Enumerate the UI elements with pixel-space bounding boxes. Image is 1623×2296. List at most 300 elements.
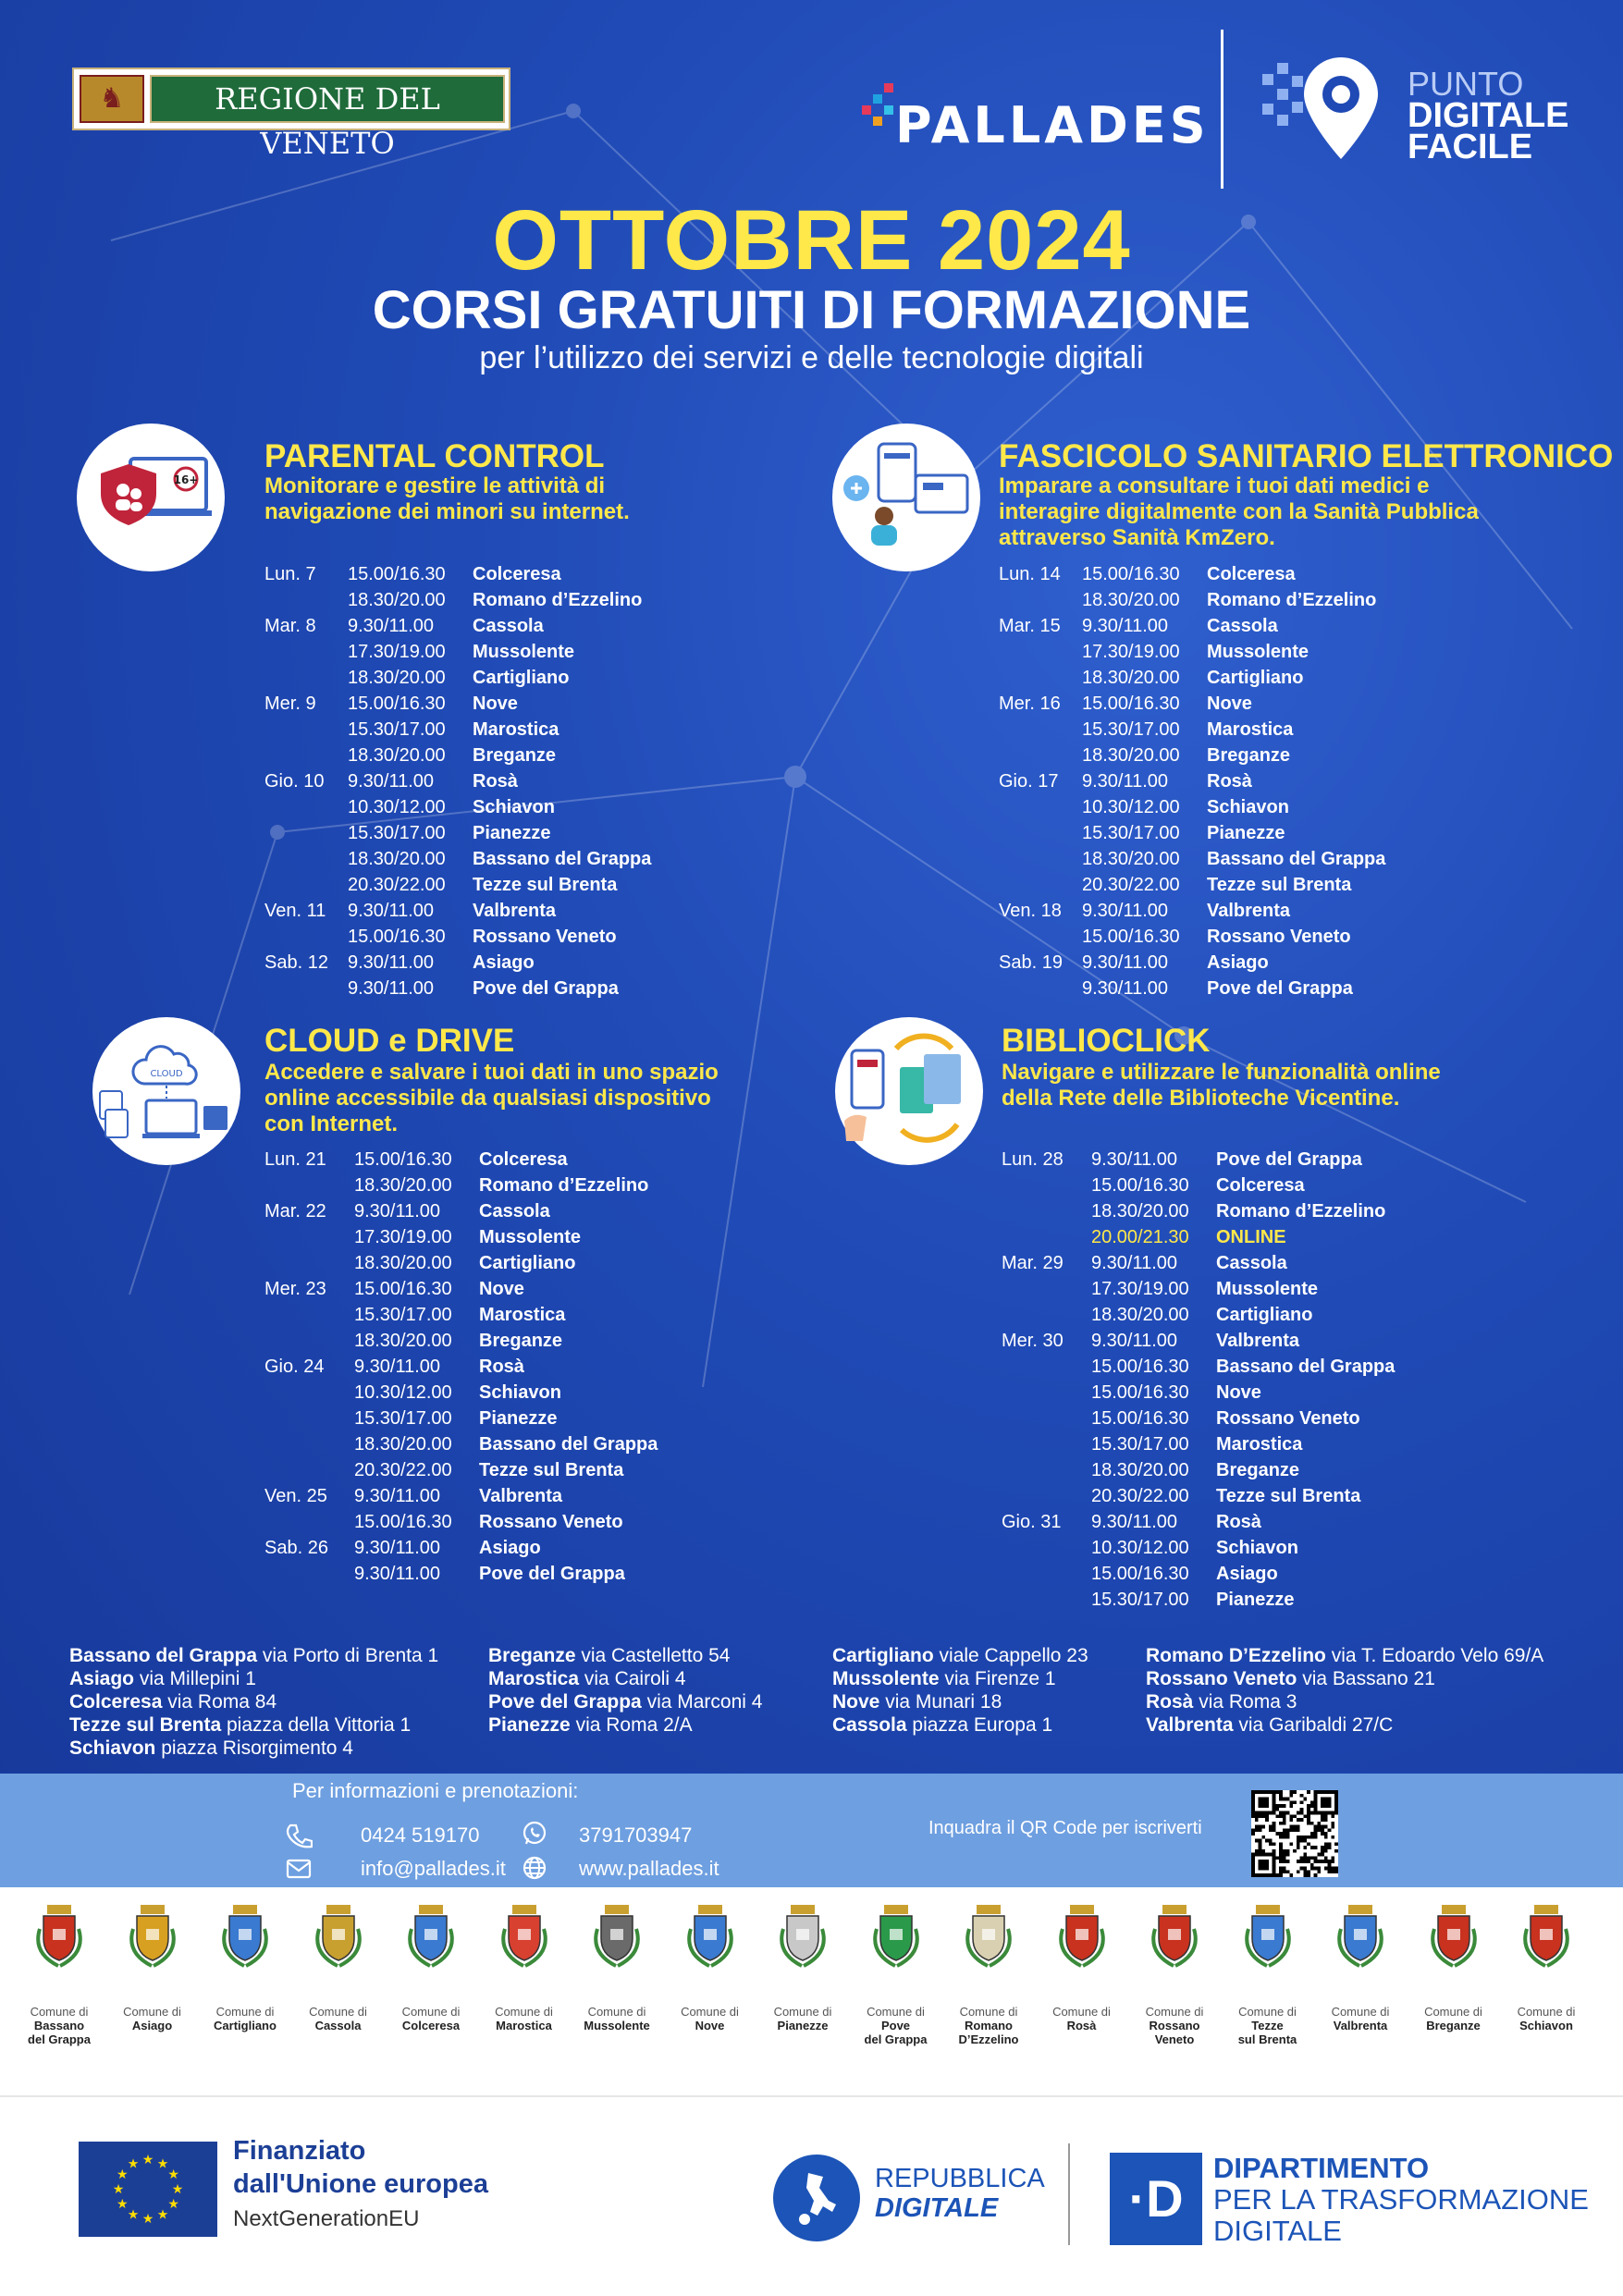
schedule-time: 18.30/20.00 [1082,590,1180,610]
schedule-time: 15.00/16.30 [348,694,446,714]
coat-of-arms-icon [312,1901,365,1968]
comune-crest [1128,1901,1221,2046]
schedule-time: 15.00/16.30 [1091,1357,1189,1377]
dipartimento-icon: ·D [1110,2153,1202,2245]
schedule-day: Lun. 7 [264,564,316,584]
schedule-day: Gio. 17 [999,771,1059,792]
address-line [488,1713,762,1737]
eu-star-icon: ★ [117,2167,129,2182]
eu-star-icon: ★ [127,2156,140,2172]
comune-prefix: Comune di [1517,2005,1576,2019]
coat-of-arms-icon [590,1901,644,1968]
schedule-place: Tezze sul Brenta [479,1460,624,1480]
schedule-time: 9.30/11.00 [348,952,435,973]
schedule-time: 9.30/11.00 [354,1564,441,1584]
comune-crest [478,1901,571,2032]
schedule-time: 15.30/17.00 [348,823,446,843]
whatsapp-icon [521,1820,548,1848]
coat-of-arms-icon [869,1901,923,1968]
schedule-place: Asiago [1207,952,1269,973]
repubblica-digitale-icon [773,2155,860,2241]
schedule-day: Ven. 25 [264,1486,327,1506]
address-street: via Cairoli 4 [584,1668,686,1689]
comune-name: Marostica [496,2019,552,2032]
address-street: via Firenze 1 [944,1668,1056,1689]
comune-crest [13,1901,105,2046]
comune-prefix: Comune di [1424,2005,1482,2019]
address-comune: Pianezze [488,1714,571,1736]
dtd-line-3: DIGITALE [1213,2215,1342,2247]
address-comune: Nove [832,1691,880,1713]
address-street: via Roma 3 [1199,1691,1297,1713]
repubblica-digitale-text [875,2164,1045,2223]
comune-prefix: Comune di [1238,2005,1297,2019]
coat-of-arms-icon [683,1901,737,1968]
schedule-day: Mar. 8 [264,616,316,636]
schedule-day: Mer. 9 [264,694,316,714]
address-comune: Schiavon [69,1737,156,1759]
eu-star-icon: ★ [156,2156,169,2172]
address-comune: Tezze sul Brenta [69,1714,222,1736]
schedule-place: Marostica [479,1305,566,1325]
schedule-time: 15.00/16.30 [1091,1564,1189,1584]
schedule-time: 9.30/11.00 [1091,1512,1178,1532]
address-street: via Munari 18 [885,1691,1002,1713]
comune-crest [942,1901,1035,2046]
address-comune: Cartigliano [832,1645,934,1666]
addresses-column-3 [832,1644,1088,1737]
coat-of-arms-icon [1241,1901,1295,1968]
address-street: via T. Edoardo Velo 69/A [1331,1645,1544,1666]
schedule-place: Schiavon [473,797,555,817]
eu-star-icon: ★ [167,2197,179,2212]
schedule-place: Bassano del Grappa [1207,849,1386,869]
schedule-time: 17.30/19.00 [348,642,446,662]
address-street: piazza Risorgimento 4 [161,1737,353,1759]
globe-icon [521,1854,548,1882]
comune-prefix: Comune di [681,2005,739,2019]
comune-name: Nove [695,2019,725,2032]
address-comune: Marostica [488,1668,580,1689]
schedule-day: Mer. 23 [264,1279,326,1299]
address-line [832,1644,1088,1667]
schedule-place: Colceresa [473,564,561,584]
dtd-line-2: PER LA TRASFORMAZIONE [1213,2183,1589,2216]
coat-of-arms-icon [1519,1901,1573,1968]
coat-of-arms-icon [404,1901,458,1968]
schedule-place: Tezze sul Brenta [473,875,618,895]
schedule-day: Lun. 28 [1002,1149,1064,1170]
comune-prefix: Comune di [495,2005,553,2019]
schedule-place: Cartigliano [1216,1305,1313,1325]
svg-text:16+: 16+ [173,473,199,486]
schedule-day: Lun. 21 [264,1149,326,1170]
comune-name: Cartigliano [214,2019,277,2032]
address-line [69,1690,438,1713]
comune-name: del Grappa [28,2032,91,2046]
header-divider [1221,30,1223,189]
schedule-day: Lun. 14 [999,564,1061,584]
schedule-place: Cartigliano [1207,668,1304,688]
comune-name: Schiavon [1519,2019,1573,2032]
schedule-time: 9.30/11.00 [1082,978,1169,999]
qr-code[interactable] [1251,1790,1338,1877]
schedule-time: 18.30/20.00 [348,745,446,766]
address-comune: Valbrenta [1146,1714,1234,1736]
schedule-place: Nove [1207,694,1252,714]
address-street: piazza Europa 1 [912,1714,1053,1736]
address-comune: Pove del Grappa [488,1691,642,1713]
schedule-place: Cassola [1207,616,1278,636]
schedule-time: 9.30/11.00 [1082,952,1169,973]
address-line [832,1667,1088,1690]
lion-icon: ♞ [80,75,144,123]
schedule-place: Asiago [479,1538,541,1558]
comune-prefix: Comune di [123,2005,181,2019]
schedule-place: Mussolente [479,1227,582,1247]
address-line [69,1713,438,1737]
schedule-place: Pianezze [479,1408,558,1429]
comune-prefix: Comune di [867,2005,925,2019]
schedule-place: Colceresa [479,1149,568,1170]
comune-crest [1222,1901,1314,2046]
website[interactable]: www.pallades.it [579,1857,719,1880]
schedule-place: Valbrenta [1216,1331,1300,1351]
schedule-place: ONLINE [1216,1227,1286,1247]
address-line [832,1713,1088,1737]
comune-crest [1408,1901,1500,2032]
qr-label: Inquadra il QR Code per iscriverti [928,1818,1202,1838]
cloud-drive-icon [92,1017,240,1165]
contact-band [0,1774,1623,1887]
schedule-time: 18.30/20.00 [354,1331,452,1351]
schedule-time: 15.30/17.00 [354,1408,452,1429]
schedule-time: 9.30/11.00 [348,616,435,636]
schedule-time: 15.00/16.30 [1091,1175,1189,1196]
email-address[interactable]: info@pallades.it [361,1857,506,1880]
email-icon [285,1855,313,1883]
schedule-place: Breganze [1216,1460,1300,1480]
schedule-place: Nove [473,694,518,714]
schedule-place: Rosà [1207,771,1252,792]
coat-of-arms-icon [962,1901,1015,1968]
comune-name: Cassola [314,2019,362,2032]
addresses-column-4 [1146,1644,1543,1737]
schedule-place: Bassano del Grappa [473,849,652,869]
comune-name: Bassano [33,2019,85,2032]
eu-star-icon: ★ [167,2167,179,2182]
schedule-time: 9.30/11.00 [1091,1253,1178,1273]
comune-crest [850,1901,942,2046]
address-street: via Porto di Brenta 1 [262,1645,439,1666]
comune-name: Rossano [1149,2019,1200,2032]
schedule-time: 15.30/17.00 [348,719,446,740]
location-pin-icon [1253,54,1392,165]
schedule-time: 9.30/11.00 [348,901,435,921]
footer [0,2095,1623,2296]
pallades-wordmark: PALLADES [895,96,1210,154]
comune-prefix: Comune di [959,2005,1018,2019]
address-line [69,1667,438,1690]
comune-name: Asiago [131,2019,173,2032]
address-street: piazza della Vittoria 1 [227,1714,412,1736]
schedule-time: 15.00/16.30 [1091,1382,1189,1403]
address-comune: Breganze [488,1645,576,1666]
schedule-place: Valbrenta [473,901,557,921]
punto-digitale-facile-logo [1408,65,1569,166]
comune-crest [1500,1901,1592,2032]
comune-prefix: Comune di [773,2005,832,2019]
schedule-day: Mar. 22 [264,1201,326,1222]
schedule-time: 9.30/11.00 [354,1486,441,1506]
eu-line-2: dall'Unione europea [233,2169,488,2199]
schedule-place: Pianezze [1207,823,1285,843]
comune-crest [199,1901,291,2032]
coat-of-arms-icon [498,1901,551,1968]
schedule-place: Rosà [473,771,518,792]
comune-prefix: Comune di [30,2005,89,2019]
eu-star-icon: ★ [127,2207,140,2223]
schedule-place: Rossano Veneto [473,927,617,947]
schedule-time: 10.30/12.00 [348,797,446,817]
rd-line-2: DIGITALE [875,2193,999,2223]
schedule-time: 15.00/16.30 [354,1149,452,1170]
comune-name: Tezze [1251,2019,1284,2032]
schedule-day: Mar. 29 [1002,1253,1064,1273]
schedule-time: 20.30/22.00 [1082,875,1180,895]
section-title-parental-control: PARENTAL CONTROL [264,438,605,474]
schedule-place: Nove [479,1279,524,1299]
schedule-place: Breganze [473,745,557,766]
comune-name: Colceresa [401,2019,461,2032]
schedule-time: 18.30/20.00 [1091,1201,1189,1222]
eu-flag-icon [79,2142,217,2237]
comune-crest [385,1901,477,2032]
health-record-icon [832,424,980,571]
address-comune: Asiago [69,1668,135,1689]
coat-of-arms-icon [1427,1901,1481,1968]
address-line [1146,1713,1543,1737]
address-street: via Roma 2/A [575,1714,693,1736]
comune-crest [664,1901,756,2032]
coat-of-arms-icon [1055,1901,1109,1968]
comune-name: Pove [880,2019,911,2032]
address-line [1146,1667,1543,1690]
schedule-time: 17.30/19.00 [1091,1279,1189,1299]
eu-star-icon: ★ [171,2182,184,2197]
address-street: via Bassano 21 [1302,1668,1435,1689]
schedule-time: 18.30/20.00 [348,668,446,688]
schedule-day: Sab. 19 [999,952,1063,973]
schedule-day: Gio. 10 [264,771,325,792]
address-comune: Cassola [832,1714,907,1736]
address-comune: Rosà [1146,1691,1194,1713]
schedule-time: 9.30/11.00 [348,771,435,792]
footer-divider [1068,2143,1070,2245]
comune-name: del Grappa [864,2032,928,2046]
comune-prefix: Comune di [401,2005,461,2019]
schedule-place: Romano d’Ezzelino [473,590,643,610]
comune-prefix: Comune di [309,2005,367,2019]
regione-veneto-label: REGIONE DEL VENETO [150,75,505,123]
schedule-time: 18.30/20.00 [1082,745,1180,766]
schedule-time: 17.30/19.00 [1082,642,1180,662]
schedule-time: 15.00/16.30 [348,564,446,584]
eu-line-3: NextGenerationEU [233,2206,420,2231]
address-street: via Garibaldi 27/C [1238,1714,1394,1736]
schedule-time: 15.00/16.30 [1091,1408,1189,1429]
schedule-place: Valbrenta [479,1486,563,1506]
schedule-time: 9.30/11.00 [348,978,435,999]
schedule-time: 18.30/20.00 [354,1175,452,1196]
schedule-day: Gio. 24 [264,1357,325,1377]
schedule-place: Cassola [479,1201,550,1222]
pallades-logo [860,63,1210,154]
section-desc-biblioclick: Navigare e utilizzare le funzionalità online della Rete delle Biblioteche Vicentine. [1002,1060,1441,1111]
schedule-place: Schiavon [479,1382,561,1403]
schedule-place: Bassano del Grappa [479,1434,658,1455]
schedule-place: Pianezze [473,823,551,843]
address-comune: Rossano Veneto [1146,1668,1297,1689]
schedule-day: Sab. 12 [264,952,328,973]
schedule-place: Mussolente [1216,1279,1319,1299]
regione-veneto-logo [72,68,510,161]
schedule-time: 18.30/20.00 [1082,668,1180,688]
comune-name: Rosà [1066,2019,1097,2032]
coat-of-arms-icon [776,1901,830,1968]
rd-line-1: REPUBBLICA [875,2164,1045,2193]
schedule-place: Rosà [479,1357,524,1377]
svg-text:CLOUD: CLOUD [150,1069,183,1079]
schedule-time: 17.30/19.00 [354,1227,452,1247]
comune-crest [1036,1901,1128,2032]
parental-control-icon [77,424,225,571]
schedule-place: Nove [1216,1382,1261,1403]
schedule-place: Bassano del Grappa [1216,1357,1396,1377]
schedule-place: Rossano Veneto [1207,927,1351,947]
schedule-time: 20.00/21.30 [1091,1227,1189,1247]
schedule-time: 18.30/20.00 [1082,849,1180,869]
schedule-time: 15.30/17.00 [1082,823,1180,843]
comune-name: Mussolente [584,2019,650,2032]
comune-name: Pianezze [777,2019,829,2032]
schedule-place: Cassola [473,616,544,636]
comune-prefix: Comune di [215,2005,275,2019]
schedule-place: Pove del Grappa [479,1564,625,1584]
schedule-day: Mer. 16 [999,694,1061,714]
comune-prefix: Comune di [1052,2005,1111,2019]
comune-name: D’Ezzelino [958,2032,1019,2046]
schedule-place: Mussolente [1207,642,1309,662]
section-title-fascicolo: FASCICOLO SANITARIO ELETTRONICO [999,438,1614,474]
schedule-time: 10.30/12.00 [1082,797,1180,817]
schedule-time: 20.30/22.00 [1091,1486,1189,1506]
phone-number[interactable]: 0424 519170 [361,1823,480,1847]
schedule-place: Romano d’Ezzelino [1207,590,1377,610]
schedule-day: Ven. 11 [264,901,326,921]
address-line [488,1667,762,1690]
schedule-time: 18.30/20.00 [348,849,446,869]
schedule-place: Tezze sul Brenta [1207,875,1352,895]
address-street: viale Cappello 23 [939,1645,1088,1666]
schedule-place: Cartigliano [473,668,570,688]
comune-name: Veneto [1154,2032,1195,2046]
comune-prefix: Comune di [1145,2005,1204,2019]
address-line [1146,1690,1543,1713]
schedule-time: 15.00/16.30 [1082,927,1180,947]
pdf-line-2: DIGITALE [1408,96,1569,135]
schedule-place: Rosà [1216,1512,1261,1532]
addresses-column-2 [488,1644,762,1737]
schedule-time: 15.00/16.30 [1082,564,1180,584]
schedule-time: 15.30/17.00 [354,1305,452,1325]
comune-crest [756,1901,849,2032]
schedule-place: Schiavon [1216,1538,1298,1558]
schedule-time: 15.00/16.30 [354,1279,452,1299]
schedule-place: Pianezze [1216,1590,1295,1610]
schedule-day: Mar. 15 [999,616,1061,636]
address-street: via Castelletto 54 [581,1645,731,1666]
section-desc-parental-control: Monitorare e gestire le attività di navigazione dei minori su internet. [264,473,630,524]
coat-of-arms-icon [1334,1901,1387,1968]
address-line [488,1690,762,1713]
address-line [488,1644,762,1667]
comune-name: Romano [965,2019,1013,2032]
address-comune: Romano D’Ezzelino [1146,1645,1326,1666]
schedule-time: 9.30/11.00 [354,1357,441,1377]
schedule-time: 10.30/12.00 [354,1382,452,1403]
schedule-time: 9.30/11.00 [1091,1331,1178,1351]
pdf-line-1: PUNTO [1408,65,1524,103]
address-comune: Colceresa [69,1691,163,1713]
comune-prefix: Comune di [1331,2005,1390,2019]
section-title-cloud: CLOUD e DRIVE [264,1023,515,1059]
dipartimento-text [1213,2153,1589,2247]
address-street: via Millepini 1 [139,1668,256,1689]
contact-label: Per informazioni e prenotazioni: [292,1779,579,1802]
schedule-place: Tezze sul Brenta [1216,1486,1361,1506]
schedule-place: Pove del Grappa [473,978,619,999]
address-line [69,1644,438,1667]
schedule-time: 9.30/11.00 [354,1538,441,1558]
pdf-line-3: FACILE [1408,128,1533,166]
schedule-place: Schiavon [1207,797,1289,817]
section-desc-cloud: Accedere e salvare i tuoi dati in uno spazio online accessibile da qualsiasi dispositivo con Internet. [264,1060,719,1136]
biblioclick-icon [835,1017,983,1165]
schedule-place: Marostica [1207,719,1294,740]
comune-name: Breganze [1426,2019,1481,2032]
schedule-place: Marostica [1216,1434,1303,1455]
eu-star-icon: ★ [141,2153,154,2167]
schedule-time: 15.30/17.00 [1091,1590,1189,1610]
whatsapp-number[interactable]: 3791703947 [579,1823,693,1847]
title-month: OTTOBRE 2024 [492,193,1131,288]
schedule-time: 15.00/16.30 [354,1512,452,1532]
eu-star-icon: ★ [141,2212,154,2227]
schedule-day: Mer. 30 [1002,1331,1064,1351]
comune-crest [292,1901,385,2032]
schedule-time: 18.30/20.00 [1091,1305,1189,1325]
schedule-place: Colceresa [1207,564,1296,584]
comune-name: Valbrenta [1333,2019,1388,2032]
coat-of-arms-icon [218,1901,272,1968]
eu-line-1: Finanziato [233,2136,366,2166]
schedule-place: Rossano Veneto [1216,1408,1360,1429]
schedule-day: Gio. 31 [1002,1512,1062,1532]
address-line [832,1690,1088,1713]
coat-of-arms-icon [32,1901,86,1968]
address-comune: Bassano del Grappa [69,1645,258,1666]
